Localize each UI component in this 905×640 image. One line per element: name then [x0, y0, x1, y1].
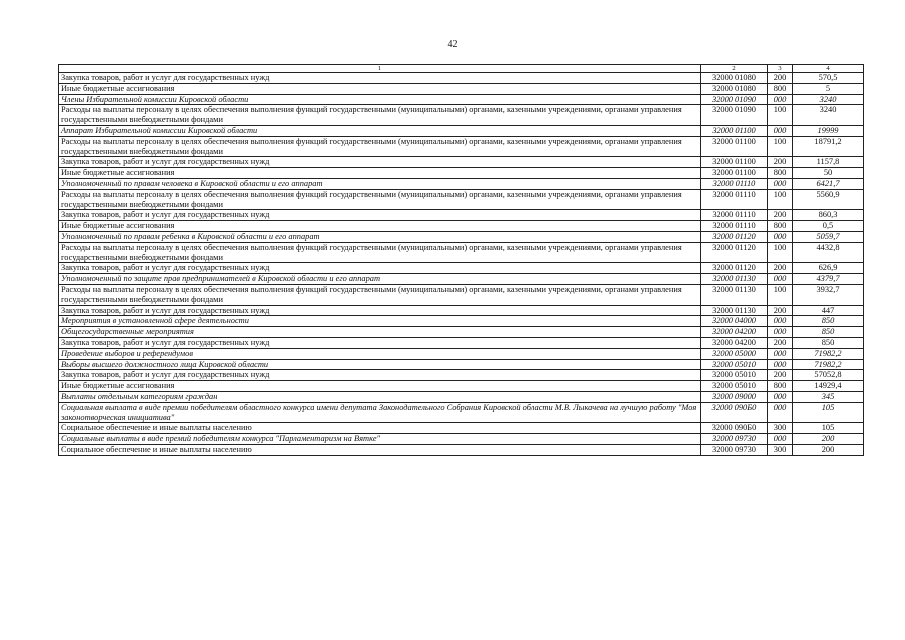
row-kvr-cell: 200 — [768, 157, 793, 168]
row-sum-cell: 1157,8 — [793, 157, 864, 168]
row-code-cell: 32000 01110 — [701, 210, 768, 221]
row-kvr-cell: 000 — [768, 94, 793, 105]
row-code-cell: 32000 01100 — [701, 136, 768, 157]
budget-table — [58, 64, 864, 456]
row-name-cell: Закупка товаров, работ и услуг для государственных нужд — [59, 305, 701, 316]
row-code-cell: 32000 090Б0 — [701, 402, 768, 423]
row-name-cell: Социальное обеспечение и иные выплаты населению — [59, 423, 701, 434]
row-code-cell: 32000 04000 — [701, 316, 768, 327]
row-sum-cell: 200 — [793, 444, 864, 455]
row-code-cell: 32000 01090 — [701, 94, 768, 105]
row-name-cell: Социальные выплаты в виде премий победителям конкурса "Парламентаризм на Вятке" — [59, 434, 701, 445]
table-row — [59, 316, 864, 327]
table-row — [59, 178, 864, 189]
row-code-cell: 32000 05000 — [701, 348, 768, 359]
page-number: 42 — [447, 39, 458, 50]
row-sum-cell: 345 — [793, 391, 864, 402]
row-code-cell: 32000 01120 — [701, 242, 768, 263]
header-cell-name: 1 — [59, 65, 701, 73]
row-kvr-cell: 800 — [768, 168, 793, 179]
table-row — [59, 105, 864, 126]
row-name-cell: Закупка товаров, работ и услуг для государственных нужд — [59, 210, 701, 221]
table-row — [59, 423, 864, 434]
row-sum-cell: 860,3 — [793, 210, 864, 221]
row-name-cell: Выплаты отдельным категориям граждан — [59, 391, 701, 402]
row-code-cell: 32000 01110 — [701, 178, 768, 189]
row-sum-cell: 105 — [793, 402, 864, 423]
row-name-cell: Уполномоченный по правам ребенка в Кировской области и его аппарат — [59, 231, 701, 242]
row-sum-cell: 3932,7 — [793, 284, 864, 305]
table-row — [59, 274, 864, 285]
row-kvr-cell: 000 — [768, 125, 793, 136]
row-sum-cell: 105 — [793, 423, 864, 434]
row-kvr-cell: 800 — [768, 221, 793, 232]
row-kvr-cell: 000 — [768, 391, 793, 402]
table-row — [59, 168, 864, 179]
table-row — [59, 125, 864, 136]
row-sum-cell: 0,5 — [793, 221, 864, 232]
row-kvr-cell: 000 — [768, 434, 793, 445]
row-name-cell: Закупка товаров, работ и услуг для государственных нужд — [59, 370, 701, 381]
row-name-cell: Иные бюджетные ассигнования — [59, 221, 701, 232]
row-kvr-cell: 200 — [768, 263, 793, 274]
row-kvr-cell: 000 — [768, 402, 793, 423]
row-kvr-cell: 100 — [768, 242, 793, 263]
row-kvr-cell: 000 — [768, 348, 793, 359]
row-sum-cell: 71982,2 — [793, 359, 864, 370]
row-name-cell: Мероприятия в установленной сфере деятельности — [59, 316, 701, 327]
row-sum-cell: 850 — [793, 327, 864, 338]
table-row — [59, 263, 864, 274]
row-code-cell: 32000 01130 — [701, 274, 768, 285]
row-name-cell: Общегосударственные мероприятия — [59, 327, 701, 338]
table-row — [59, 348, 864, 359]
row-name-cell: Иные бюджетные ассигнования — [59, 381, 701, 392]
row-kvr-cell: 300 — [768, 444, 793, 455]
row-code-cell: 32000 01130 — [701, 305, 768, 316]
table-row — [59, 434, 864, 445]
row-sum-cell: 18791,2 — [793, 136, 864, 157]
row-name-cell: Расходы на выплаты персоналу в целях обеспечения выполнения функций государственными (муниципальными) органами, казенными учреждениями, органами управления государственными внебюджетными фондами — [59, 284, 701, 305]
row-kvr-cell: 200 — [768, 305, 793, 316]
table-header-row — [59, 65, 864, 73]
row-sum-cell: 50 — [793, 168, 864, 179]
row-kvr-cell: 200 — [768, 210, 793, 221]
row-kvr-cell: 000 — [768, 359, 793, 370]
table-row — [59, 94, 864, 105]
row-code-cell: 32000 01090 — [701, 105, 768, 126]
row-sum-cell: 850 — [793, 337, 864, 348]
row-sum-cell: 570,5 — [793, 73, 864, 84]
row-code-cell: 32000 05010 — [701, 381, 768, 392]
row-sum-cell: 447 — [793, 305, 864, 316]
table-row — [59, 402, 864, 423]
row-kvr-cell: 100 — [768, 189, 793, 210]
row-sum-cell: 14929,4 — [793, 381, 864, 392]
row-kvr-cell: 000 — [768, 316, 793, 327]
row-kvr-cell: 200 — [768, 73, 793, 84]
row-name-cell: Расходы на выплаты персоналу в целях обеспечения выполнения функций государственными (муниципальными) органами, казенными учреждениями, органами управления государственными внебюджетными фондами — [59, 136, 701, 157]
row-code-cell: 32000 01100 — [701, 125, 768, 136]
row-code-cell: 32000 01120 — [701, 231, 768, 242]
row-name-cell: Иные бюджетные ассигнования — [59, 168, 701, 179]
row-sum-cell: 4379,7 — [793, 274, 864, 285]
row-name-cell: Расходы на выплаты персоналу в целях обеспечения выполнения функций государственными (муниципальными) органами, казенными учреждениями, органами управления государственными внебюджетными фондами — [59, 105, 701, 126]
row-name-cell: Проведение выборов и референдумов — [59, 348, 701, 359]
row-sum-cell: 5059,7 — [793, 231, 864, 242]
row-code-cell: 32000 05010 — [701, 359, 768, 370]
row-kvr-cell: 000 — [768, 274, 793, 285]
table-row — [59, 136, 864, 157]
header-cell-kvr: 3 — [768, 65, 793, 73]
row-code-cell: 32000 090Б0 — [701, 423, 768, 434]
row-code-cell: 32000 01100 — [701, 168, 768, 179]
row-code-cell: 32000 01080 — [701, 73, 768, 84]
row-code-cell: 32000 01080 — [701, 83, 768, 94]
table-row — [59, 391, 864, 402]
table-row — [59, 359, 864, 370]
table-row — [59, 370, 864, 381]
row-name-cell: Закупка товаров, работ и услуг для государственных нужд — [59, 263, 701, 274]
row-name-cell: Закупка товаров, работ и услуг для государственных нужд — [59, 157, 701, 168]
row-kvr-cell: 100 — [768, 284, 793, 305]
table-row — [59, 210, 864, 221]
table-row — [59, 305, 864, 316]
table-row — [59, 337, 864, 348]
table-row — [59, 327, 864, 338]
table-row — [59, 83, 864, 94]
table-row — [59, 242, 864, 263]
row-name-cell: Социальное обеспечение и иные выплаты населению — [59, 444, 701, 455]
row-name-cell: Уполномоченный по правам человека в Кировской области и его аппарат — [59, 178, 701, 189]
row-code-cell: 32000 01120 — [701, 263, 768, 274]
row-code-cell: 32000 05010 — [701, 370, 768, 381]
row-kvr-cell: 000 — [768, 178, 793, 189]
row-kvr-cell: 200 — [768, 370, 793, 381]
header-cell-sum: 4 — [793, 65, 864, 73]
row-sum-cell: 3240 — [793, 94, 864, 105]
row-kvr-cell: 100 — [768, 136, 793, 157]
table-row — [59, 284, 864, 305]
table-row — [59, 189, 864, 210]
row-sum-cell: 3240 — [793, 105, 864, 126]
row-sum-cell: 626,9 — [793, 263, 864, 274]
table-row — [59, 231, 864, 242]
row-name-cell: Расходы на выплаты персоналу в целях обеспечения выполнения функций государственными (муниципальными) органами, казенными учреждениями, органами управления государственными внебюджетными фондами — [59, 189, 701, 210]
row-name-cell: Выборы высшего должностного лица Кировской области — [59, 359, 701, 370]
row-kvr-cell: 100 — [768, 105, 793, 126]
row-sum-cell: 5 — [793, 83, 864, 94]
row-code-cell: 32000 01100 — [701, 157, 768, 168]
row-code-cell: 32000 01130 — [701, 284, 768, 305]
row-code-cell: 32000 01110 — [701, 221, 768, 232]
row-name-cell: Расходы на выплаты персоналу в целях обеспечения выполнения функций государственными (муниципальными) органами, казенными учреждениями, органами управления государственными внебюджетными фондами — [59, 242, 701, 263]
header-cell-code: 2 — [701, 65, 768, 73]
row-kvr-cell: 000 — [768, 231, 793, 242]
row-sum-cell: 19999 — [793, 125, 864, 136]
row-sum-cell: 57052,8 — [793, 370, 864, 381]
row-code-cell: 32000 04200 — [701, 327, 768, 338]
row-code-cell: 32000 04200 — [701, 337, 768, 348]
row-sum-cell: 200 — [793, 434, 864, 445]
row-code-cell: 32000 09000 — [701, 391, 768, 402]
row-name-cell: Уполномоченный по защите прав предпринимателей в Кировской области и его аппарат — [59, 274, 701, 285]
row-name-cell: Закупка товаров, работ и услуг для государственных нужд — [59, 73, 701, 84]
row-kvr-cell: 200 — [768, 337, 793, 348]
row-name-cell: Иные бюджетные ассигнования — [59, 83, 701, 94]
table-row — [59, 444, 864, 455]
table-row — [59, 221, 864, 232]
row-name-cell: Члены Избирательной комиссии Кировской области — [59, 94, 701, 105]
row-sum-cell: 850 — [793, 316, 864, 327]
row-code-cell: 32000 09730 — [701, 444, 768, 455]
table-row — [59, 157, 864, 168]
row-sum-cell: 6421,7 — [793, 178, 864, 189]
row-name-cell: Аппарат Избирательной комиссии Кировской области — [59, 125, 701, 136]
row-code-cell: 32000 01110 — [701, 189, 768, 210]
row-sum-cell: 4432,8 — [793, 242, 864, 263]
row-kvr-cell: 000 — [768, 327, 793, 338]
row-name-cell: Закупка товаров, работ и услуг для государственных нужд — [59, 337, 701, 348]
budget-table-body — [59, 65, 864, 456]
row-name-cell: Социальная выплата в виде премии победителям областного конкурса имени депутата Законодательного Собрания Кировской области М.В. Лыкачева на лучшую работу "Моя законотворческая инициатива" — [59, 402, 701, 423]
row-kvr-cell: 800 — [768, 381, 793, 392]
table-row — [59, 381, 864, 392]
row-kvr-cell: 300 — [768, 423, 793, 434]
row-kvr-cell: 800 — [768, 83, 793, 94]
row-code-cell: 32000 09730 — [701, 434, 768, 445]
row-sum-cell: 5560,9 — [793, 189, 864, 210]
table-row — [59, 73, 864, 84]
row-sum-cell: 71982,2 — [793, 348, 864, 359]
